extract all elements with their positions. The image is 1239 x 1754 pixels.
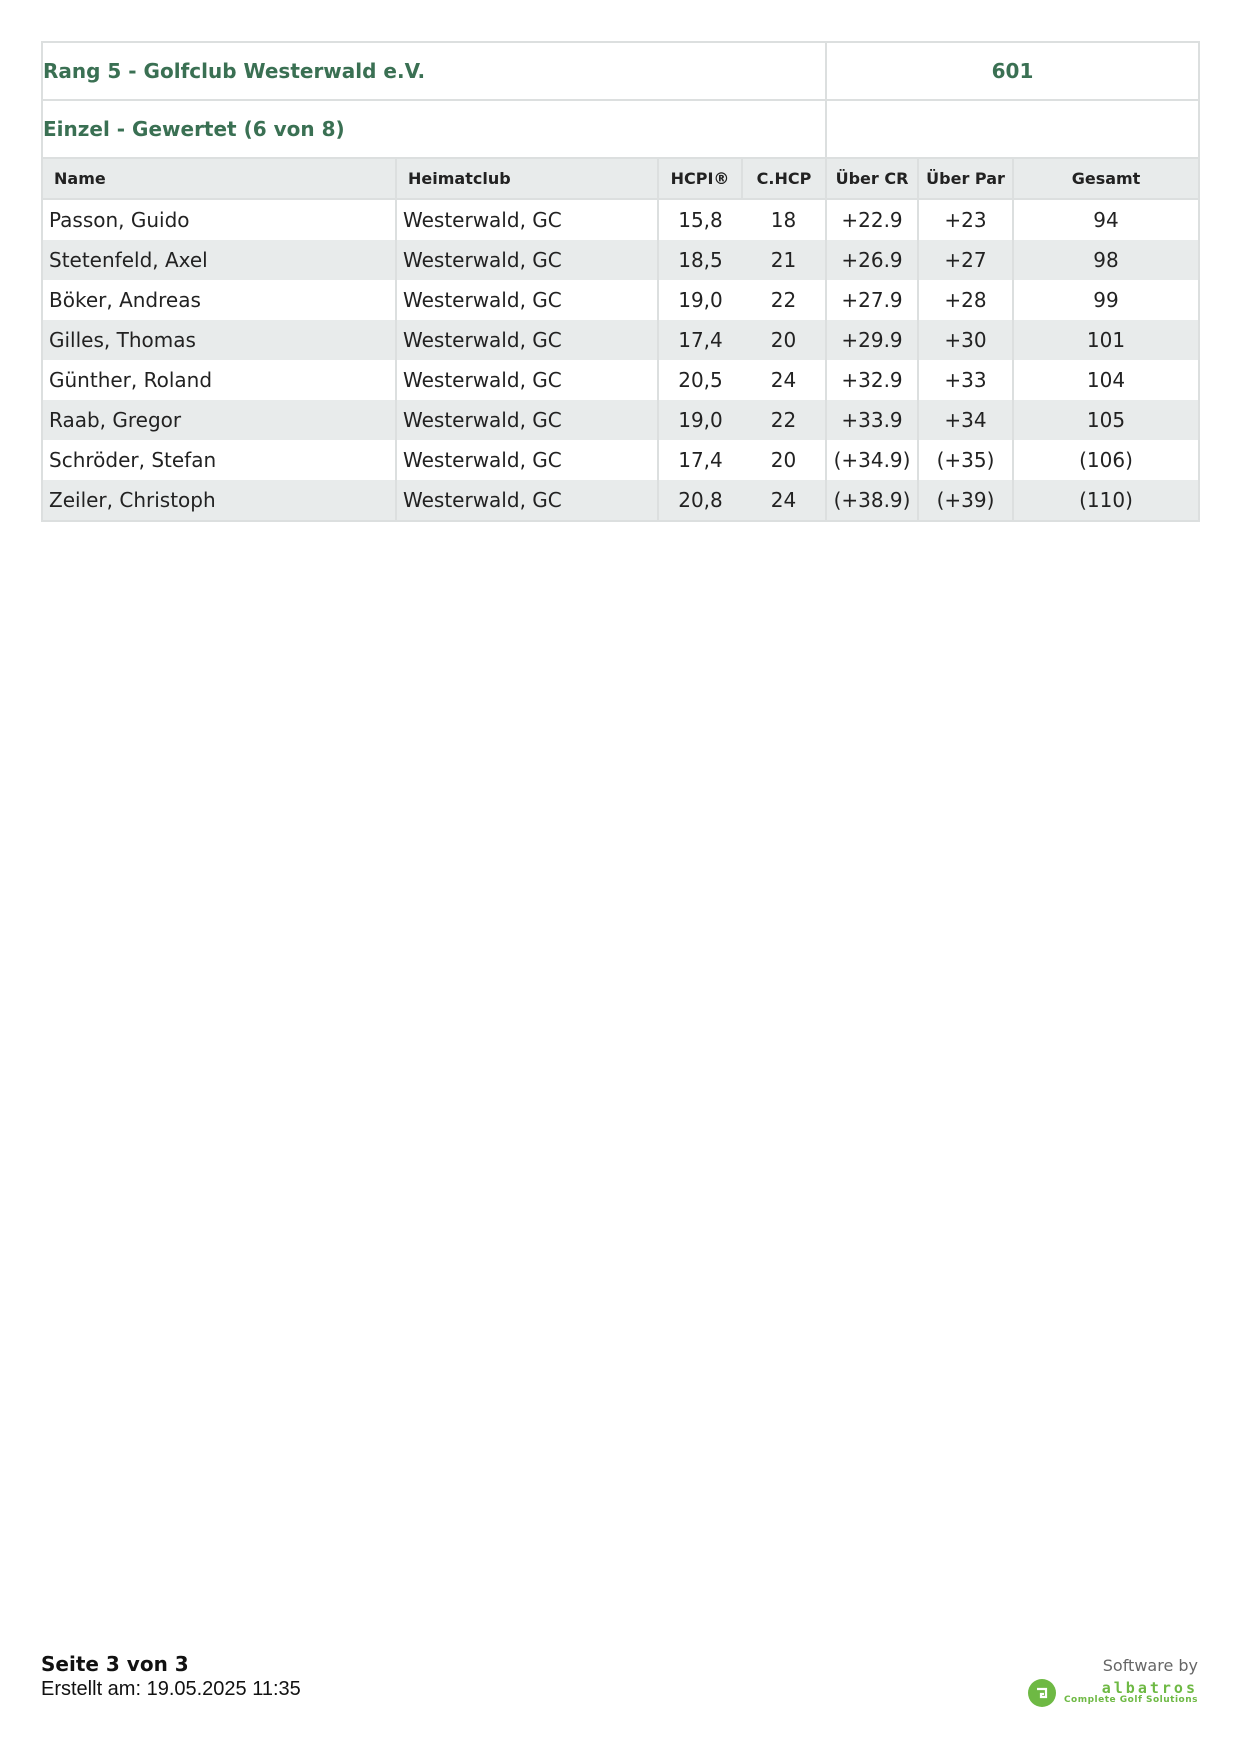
rank-header-row	[42, 42, 1199, 100]
table-row	[42, 320, 1199, 360]
col-chcp: C.HCP	[742, 158, 826, 199]
footer-left	[41, 1652, 301, 1701]
cell-club: Westerwald, GC	[396, 360, 658, 400]
results-table	[41, 41, 1200, 522]
cell-hcpi: 18,5	[658, 240, 742, 280]
cell-total: (110)	[1013, 480, 1199, 521]
cell-name: Raab, Gregor	[42, 400, 396, 440]
cell-par: +33	[918, 360, 1013, 400]
cell-chcp: 21	[742, 240, 826, 280]
cell-name: Gilles, Thomas	[42, 320, 396, 360]
cell-par: +28	[918, 280, 1013, 320]
cell-total: (106)	[1013, 440, 1199, 480]
cell-club: Westerwald, GC	[396, 280, 658, 320]
cell-club: Westerwald, GC	[396, 440, 658, 480]
table-row	[42, 280, 1199, 320]
cell-cr: +27.9	[826, 280, 918, 320]
albatros-logo-icon	[1028, 1679, 1056, 1707]
cell-par: +30	[918, 320, 1013, 360]
section-empty	[826, 100, 1199, 158]
cell-total: 94	[1013, 199, 1199, 240]
cell-chcp: 18	[770, 208, 797, 232]
cell-chcp: 22	[770, 288, 797, 312]
cell-hcpi: 20,5	[658, 360, 742, 400]
cell-par: (+39)	[918, 480, 1013, 521]
page-number: Seite 3 von 3	[41, 1652, 189, 1676]
col-club: Heimatclub	[396, 158, 658, 199]
cell-name: Günther, Roland	[42, 360, 396, 400]
cell-cr: +29.9	[826, 320, 918, 360]
software-by-label: Software by	[1102, 1656, 1198, 1675]
cell-name: Stetenfeld, Axel	[42, 240, 396, 280]
rank-total: 601	[826, 42, 1199, 100]
cell-par: (+35)	[918, 440, 1013, 480]
cell-cr: +33.9	[826, 400, 918, 440]
cell-cr: (+38.9)	[826, 480, 918, 521]
table-row	[42, 360, 1199, 400]
cell-chcp: 22	[742, 400, 826, 440]
albatros-logo	[1028, 1679, 1198, 1707]
cell-club: Westerwald, GC	[396, 480, 658, 521]
table-row	[42, 199, 1199, 240]
cell-name: Schröder, Stefan	[42, 440, 396, 480]
cell-name: Böker, Andreas	[42, 280, 396, 320]
cell-hcpi: 19,0	[658, 280, 742, 320]
created-date: Erstellt am: 19.05.2025 11:35	[41, 1678, 301, 1700]
cell-cr: +26.9	[826, 240, 918, 280]
section-title: Einzel - Gewertet (6 von 8)	[42, 100, 826, 158]
cell-par: +27	[918, 240, 1013, 280]
cell-total: 98	[1013, 240, 1199, 280]
table-row	[42, 240, 1199, 280]
table-row	[42, 480, 1199, 521]
column-header-row	[42, 158, 1199, 199]
col-over-cr: Über CR	[826, 158, 918, 199]
cell-hcpi: 17,4	[658, 440, 742, 480]
cell-par: +34	[918, 400, 1013, 440]
col-hcpi: HCPI®	[658, 158, 742, 199]
cell-chcp: 24	[770, 368, 797, 392]
cell-total: 101	[1013, 320, 1199, 360]
col-total: Gesamt	[1013, 158, 1199, 199]
cell-cr: (+34.9)	[826, 440, 918, 480]
cell-chcp: 24	[742, 480, 826, 521]
cell-hcpi: 20,8	[658, 480, 742, 521]
cell-chcp: 20	[770, 448, 797, 472]
logo-wordmark: albatros	[1101, 1679, 1198, 1697]
cell-total: 104	[1013, 360, 1199, 400]
cell-cr: +32.9	[826, 360, 918, 400]
logo-tagline: Complete Golf Solutions	[1063, 1695, 1198, 1705]
cell-hcpi: 15,8	[658, 199, 742, 240]
cell-total: 99	[1013, 280, 1199, 320]
software-credit	[1028, 1656, 1198, 1707]
cell-chcp: 20	[742, 320, 826, 360]
cell-total: 105	[1013, 400, 1199, 440]
table-row	[42, 440, 1199, 480]
cell-hcpi: 19,0	[658, 400, 742, 440]
cell-club: Westerwald, GC	[396, 320, 658, 360]
cell-name: Passon, Guido	[42, 199, 396, 240]
col-over-par: Über Par	[918, 158, 1013, 199]
rank-title: Rang 5 - Golfclub Westerwald e.V.	[42, 42, 826, 100]
cell-cr: +22.9	[826, 199, 918, 240]
table-row	[42, 400, 1199, 440]
section-row	[42, 100, 1199, 158]
cell-name: Zeiler, Christoph	[42, 480, 396, 521]
col-name: Name	[42, 158, 396, 199]
cell-par: +23	[918, 199, 1013, 240]
cell-hcpi: 17,4	[658, 320, 742, 360]
cell-club: Westerwald, GC	[396, 199, 658, 240]
cell-club: Westerwald, GC	[396, 240, 658, 280]
table-body	[42, 199, 1199, 521]
cell-club: Westerwald, GC	[396, 400, 658, 440]
